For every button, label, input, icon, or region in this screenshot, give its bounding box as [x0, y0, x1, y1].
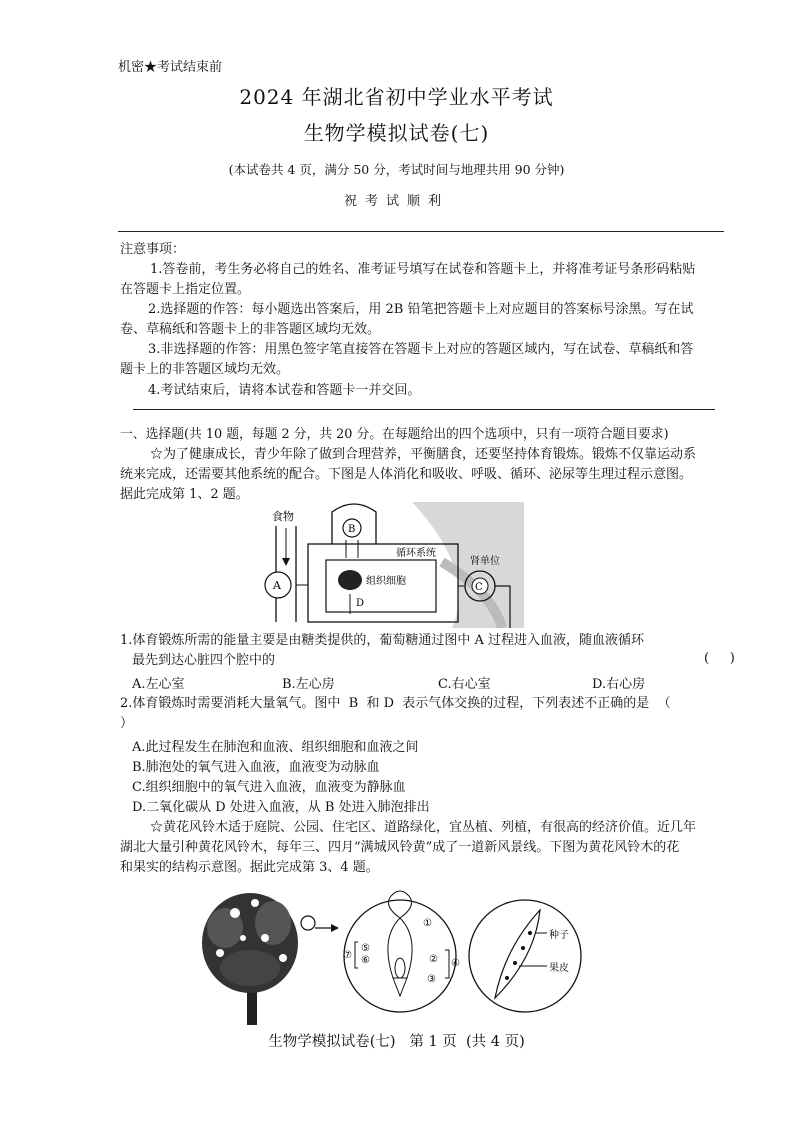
- q1-answer-paren: ( ): [704, 651, 735, 666]
- tree-illustration: [202, 893, 298, 1025]
- intro1-line: ☆为了健康成长，青少年除了做到合理营养，平衡膳食，还要坚持体育锻炼。锻炼不仅靠运动系: [150, 447, 697, 462]
- exam-subtitle: 生物学模拟试卷(七): [303, 121, 490, 145]
- label-7: ⑦: [343, 950, 352, 961]
- note-line: 3.非选择题的作答：用黑色签字笔直接答在答题卡上对应的答题区域内，写在试卷、草稿纸和答: [148, 342, 694, 357]
- zoom-circle: [301, 916, 315, 930]
- note-line: 题卡上的非答题区域均无效。: [120, 362, 290, 377]
- food-label: 食物: [272, 510, 294, 523]
- intro2-line: ☆黄花风铃木适于庭院、公园、住宅区、道路绿化，宜丛植、列植，有很高的经济价值。近几年: [150, 820, 697, 835]
- intro2-line: 和果实的结构示意图。据此完成第 3、4 题。: [120, 860, 379, 875]
- q1-option-d: D.右心房: [592, 677, 646, 692]
- circulation-label: 循环系统: [396, 548, 436, 559]
- section1-heading: 一、选择题(共 10 题，每题 2 分，共 20 分。在每题给出的四个选项中，只有一项符合题目要求): [120, 427, 669, 442]
- q2-stem-line: ）: [120, 716, 134, 731]
- q2-stem-line: 2.体育锻炼时需要消耗大量氧气。图中 B 和 D 表示气体交换的过程，下列表述不正确的是 （: [120, 696, 671, 711]
- seed-label: 种子: [549, 930, 569, 941]
- note-line: 1.答卷前，考生务必将自己的姓名、准考证号填写在试卷和答题卡上，并将准考证号条形码粘贴: [150, 262, 696, 277]
- q1-stem-line: 1.体育锻炼所需的能量主要是由糖类提供的，葡萄糖通过图中 A 过程进入血液，随血液循环: [120, 633, 645, 648]
- q2-option-d: D.二氧化碳从 D 处进入血液，从 B 处进入肺泡排出: [132, 800, 430, 815]
- note-line: 2.选择题的作答：每小题选出答案后，用 2B 铅笔把答题卡上对应题目的答案标号涂黑。写在试: [148, 302, 694, 317]
- intro1-line: 统来完成，还需要其他系统的配合。下图是人体消化和吸收、呼吸、循环、泌尿等生理过程示意图。: [120, 467, 693, 482]
- tissue-cell-label: 组织细胞: [366, 576, 406, 587]
- note-line: 卷、草稿纸和答题卡上的非答题区域均无效。: [120, 322, 381, 337]
- q1-stem-line: 最先到达心脏四个腔中的: [132, 653, 276, 668]
- label-1: ①: [423, 918, 432, 929]
- label-d: D: [356, 598, 365, 609]
- q2-option-a: A.此过程发生在肺泡和血液、组织细胞和血液之间: [132, 740, 419, 755]
- divider-notes: [133, 409, 715, 410]
- confidential-label: 机密★考试结束前: [118, 60, 223, 75]
- note-line: 4.考试结束后，请将本试卷和答题卡一并交回。: [148, 383, 421, 398]
- label-6: ⑥: [361, 955, 370, 966]
- q2-option-c: C.组织细胞中的氧气进入血液，血液变为静脉血: [132, 780, 406, 795]
- pericarp-label: 果皮: [549, 963, 569, 974]
- tissue-cell-blob: [338, 570, 362, 590]
- flower-fruit-diagram: [195, 878, 615, 1028]
- label-2: ②: [429, 954, 438, 965]
- label-3: ③: [427, 974, 436, 985]
- exam-title: 2024 年湖北省初中学业水平考试: [239, 85, 554, 109]
- notes-heading: 注意事项：: [120, 242, 186, 257]
- page-footer: 生物学模拟试卷(七) 第 1 页 (共 4 页): [268, 1034, 525, 1050]
- q1-option-c: C.右心室: [438, 677, 491, 692]
- intro1-line: 据此完成第 1、2 题。: [120, 487, 249, 502]
- blessing: 祝考试顺利: [343, 194, 449, 209]
- exam-info: (本试卷共 4 页，满分 50 分，考试时间与地理共用 90 分钟): [228, 162, 565, 177]
- label-c: C: [475, 582, 483, 593]
- physiology-diagram: [262, 502, 524, 628]
- q1-option-a: A.左心室: [132, 677, 185, 692]
- note-line: 在答题卡上指定位置。: [120, 282, 251, 297]
- intro2-line: 湖北大量引种黄花风铃木，每年三、四月“满城风铃黄”成了一道新风景线。下图为黄花风铃木的花: [120, 840, 680, 855]
- zoom-arrowhead: [331, 924, 339, 932]
- fruit-circle: [469, 900, 581, 1012]
- q2-option-b: B.肺泡处的氧气进入血液，血液变为动脉血: [132, 760, 380, 775]
- label-a: A: [273, 579, 281, 592]
- label-b: B: [348, 524, 356, 535]
- label-4: ④: [451, 958, 460, 969]
- kidney-unit-label: 肾单位: [470, 556, 500, 567]
- divider-top: [118, 231, 724, 232]
- label-5: ⑤: [361, 943, 370, 954]
- q1-option-b: B.左心房: [282, 677, 335, 692]
